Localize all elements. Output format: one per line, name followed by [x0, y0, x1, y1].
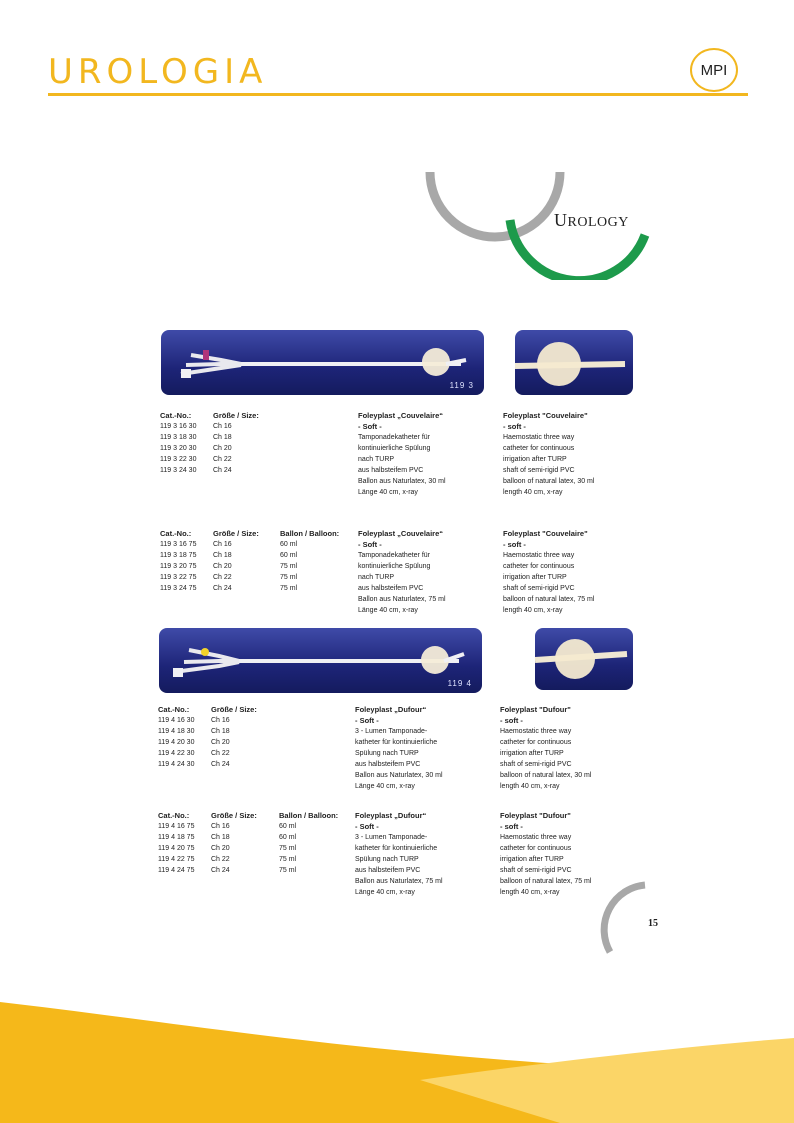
- size: Ch 24: [213, 585, 232, 592]
- description-en: Foleyplast "Couvelaire" - soft - Haemostatic three way catheter for continuous irrigation after TURP shaft of semi-rigid PVC balloon of natural latex, 30 ml length 40 cm, x-ray: [503, 411, 595, 496]
- size-column: Größe / Size: Ch 16 Ch 18 Ch 20 Ch 22 Ch 24: [213, 411, 259, 474]
- catheter-drawing: [159, 628, 482, 693]
- cat-column: Cat.-No.: 119 4 16 30 119 4 18 30 119 4 20 30 119 4 22 30 119 4 24 30: [158, 705, 195, 768]
- catheter-photo-dufour: [159, 628, 482, 693]
- cat-column: Cat.-No.: 119 3 16 30 119 3 18 30 119 3 20 30 119 3 22 30 119 3 24 30: [160, 411, 197, 474]
- cat-no: 119 3 20 30: [160, 445, 197, 452]
- size: Ch 24: [211, 867, 230, 874]
- size: Ch 20: [213, 445, 232, 452]
- mpi-logo: MPI: [690, 48, 738, 92]
- grey-arc: [430, 172, 560, 237]
- size: Ch 20: [211, 739, 230, 746]
- size: Ch 22: [211, 856, 230, 863]
- size: Ch 18: [213, 434, 232, 441]
- cat-no: 119 3 22 75: [160, 574, 197, 581]
- description-de: Foleyplast „Couvelaire“ - Soft - Tamponadekatheter für kontinuierliche Spülung nach TURP aus halbsteifem PVC Ballon aus Naturlatex, 30 ml Länge 40 cm, x-ray: [358, 411, 446, 496]
- size: Ch 16: [211, 823, 230, 830]
- balloon: 75 ml: [280, 574, 298, 581]
- description-de: Foleyplast „Dufour“ - Soft - 3 - Lumen Tamponade- katheter für kontinuierliche Spülung nach TURP aus halbsteifem PVC Ballon aus Naturlatex, 75 ml Länge 40 cm, x-ray: [355, 811, 443, 896]
- cat-no: 119 4 18 30: [158, 728, 195, 735]
- cat-no: 119 3 24 75: [160, 585, 197, 592]
- section-title: UROLOGY: [554, 210, 629, 230]
- balloon: 60 ml: [279, 823, 297, 830]
- size: Ch 20: [211, 845, 230, 852]
- balloon: 75 ml: [280, 563, 298, 570]
- size: Ch 22: [213, 456, 232, 463]
- size: Ch 16: [211, 717, 230, 724]
- size: Ch 18: [211, 834, 230, 841]
- description-en: Foleyplast "Dufour" - soft - Haemostatic three way catheter for continuous irrigation after TURP shaft of semi-rigid PVC balloon of natural latex, 75 ml length 40 cm, x-ray: [500, 811, 592, 896]
- product-code: 119 3: [449, 381, 474, 390]
- cat-no: 119 4 20 75: [158, 845, 195, 852]
- description-en: Foleyplast "Dufour" - soft - Haemostatic three way catheter for continuous irrigation after TURP shaft of semi-rigid PVC balloon of natural latex, 30 ml length 40 cm, x-ray: [500, 705, 592, 790]
- page-number: 15: [648, 918, 658, 929]
- size: Ch 16: [213, 423, 232, 430]
- size: Ch 18: [213, 552, 232, 559]
- balloon: 75 ml: [280, 585, 298, 592]
- page-title: UROLOGIA: [48, 52, 268, 92]
- size-column: Größe / Size: Ch 16 Ch 18 Ch 20 Ch 22 Ch 24: [211, 811, 257, 874]
- balloon: 60 ml: [280, 552, 298, 559]
- size-column: Größe / Size: Ch 16 Ch 18 Ch 20 Ch 22 Ch 24: [213, 529, 259, 592]
- section-arcs-graphic: [420, 170, 680, 280]
- cat-no: 119 4 22 75: [158, 856, 195, 863]
- balloon-drawing: [535, 628, 633, 690]
- description-de: Foleyplast „Dufour“ - Soft - 3 - Lumen Tamponade- katheter für kontinuierliche Spülung nach TURP aus halbsteifem PVC Ballon aus Naturlatex, 30 ml Länge 40 cm, x-ray: [355, 705, 443, 790]
- size: Ch 22: [211, 750, 230, 757]
- cat-column: Cat.-No.: 119 3 16 75 119 3 18 75 119 3 20 75 119 3 22 75 119 3 24 75: [160, 529, 197, 592]
- cat-no: 119 4 24 75: [158, 867, 195, 874]
- size-column: Größe / Size: Ch 16 Ch 18 Ch 20 Ch 22 Ch 24: [211, 705, 257, 768]
- bottom-wave-decoration: [0, 990, 794, 1123]
- balloon: 75 ml: [279, 856, 297, 863]
- size: Ch 18: [211, 728, 230, 735]
- cat-no: 119 3 18 75: [160, 552, 197, 559]
- cat-no: 119 3 24 30: [160, 467, 197, 474]
- catheter-photo-couvelaire: [161, 330, 484, 395]
- cat-no: 119 4 24 30: [158, 761, 195, 768]
- balloon: 60 ml: [280, 541, 298, 548]
- size: Ch 24: [211, 761, 230, 768]
- balloon: 75 ml: [279, 845, 297, 852]
- cat-no: 119 4 16 30: [158, 717, 195, 724]
- catheter-drawing: [161, 330, 484, 395]
- cat-no: 119 4 20 30: [158, 739, 195, 746]
- cat-column: Cat.-No.: 119 4 16 75 119 4 18 75 119 4 20 75 119 4 22 75 119 4 24 75: [158, 811, 195, 874]
- page-corner-arc: [600, 880, 650, 960]
- cat-no: 119 3 20 75: [160, 563, 197, 570]
- balloon-closeup-photo-1: [515, 330, 633, 395]
- cat-no: 119 3 22 30: [160, 456, 197, 463]
- product-code: 119 4: [447, 679, 472, 688]
- balloon-drawing: [515, 330, 633, 395]
- cat-no: 119 4 22 30: [158, 750, 195, 757]
- description-de: Foleyplast „Couvelaire“ - Soft - Tamponadekatheter für kontinuierliche Spülung nach TURP aus halbsteifem PVC Ballon aus Naturlatex, 75 ml Länge 40 cm, x-ray: [358, 529, 446, 614]
- size: Ch 20: [213, 563, 232, 570]
- size: Ch 24: [213, 467, 232, 474]
- size: Ch 22: [213, 574, 232, 581]
- description-en: Foleyplast "Couvelaire" - soft - Haemostatic three way catheter for continuous irrigation after TURP shaft of semi-rigid PVC balloon of natural latex, 75 ml length 40 cm, x-ray: [503, 529, 595, 614]
- size: Ch 16: [213, 541, 232, 548]
- balloon-closeup-photo-2: [535, 628, 633, 690]
- balloon: 60 ml: [279, 834, 297, 841]
- balloon: 75 ml: [279, 867, 297, 874]
- cat-no: 119 3 16 75: [160, 541, 197, 548]
- cat-no: 119 3 16 30: [160, 423, 197, 430]
- cat-no: 119 4 16 75: [158, 823, 195, 830]
- balloon-column: Ballon / Balloon: 60 ml 60 ml 75 ml 75 ml 75 ml: [279, 811, 339, 874]
- header-rule: [48, 93, 748, 96]
- cat-no: 119 3 18 30: [160, 434, 197, 441]
- cat-no: 119 4 18 75: [158, 834, 195, 841]
- balloon-column: Ballon / Balloon: 60 ml 60 ml 75 ml 75 ml 75 ml: [280, 529, 340, 592]
